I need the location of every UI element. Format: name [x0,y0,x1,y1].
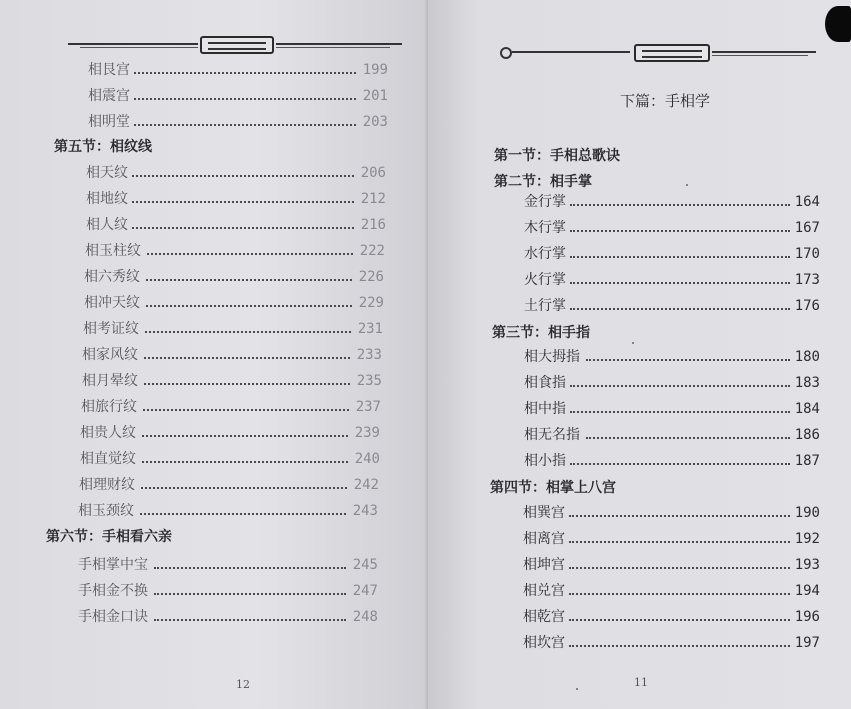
toc-entry-label: 相大拇指 [524,349,580,365]
toc-entry[interactable] [524,244,820,264]
toc-entry-page: 243 [352,503,378,519]
header-ornament-left [60,36,410,52]
toc-entry-label: 相人纹 [86,217,128,233]
toc-entry[interactable] [524,218,820,238]
toc-entry-label: 相旅行纹 [81,399,137,415]
toc-entry-page: 212 [360,191,386,207]
toc-entry[interactable] [86,189,386,209]
toc-entry-page: 180 [794,349,820,365]
toc-entry-label: 土行掌 [524,298,566,314]
toc-entry[interactable] [84,293,384,313]
toc-entry[interactable] [79,475,379,495]
toc-entry-page: 239 [354,425,380,441]
toc-entry[interactable] [524,347,820,367]
toc-entry[interactable] [523,607,820,627]
section-heading-5[interactable]: 第五节：相纹线 [54,139,152,155]
toc-entry-page: 194 [794,583,820,599]
toc-entry[interactable] [86,163,386,183]
toc-entry[interactable] [81,397,381,417]
toc-entry[interactable] [84,267,384,287]
toc-entry[interactable] [524,296,820,316]
toc-entry-label: 相乾宫 [523,609,565,625]
toc-entry-page: 183 [794,375,820,391]
toc-entry-page: 176 [794,298,820,314]
toc-entry-label: 相离宫 [523,531,565,547]
toc-entry-label: 相无名指 [524,427,580,443]
toc-entry-label: 相直觉纹 [80,451,136,467]
toc-entry-page: 193 [794,557,820,573]
toc-entry[interactable] [524,399,820,419]
toc-entry-page: 216 [360,217,386,233]
toc-entry-label: 相食指 [524,375,566,391]
toc-entry-page: 173 [794,272,820,288]
toc-entry[interactable] [523,529,820,549]
toc-entry[interactable] [524,192,820,212]
toc-entry[interactable] [82,371,382,391]
toc-entry-page: 206 [360,165,386,181]
toc-entry-label: 相家风纹 [82,347,138,363]
section-heading-4[interactable]: 第四节：相掌上八宫 [490,480,616,496]
toc-entry[interactable] [523,581,820,601]
part-title: 下篇：手相学 [620,92,711,110]
toc-entry[interactable] [524,373,820,393]
toc-entry-label: 相月晕纹 [82,373,138,389]
toc-entry-label: 火行掌 [524,272,566,288]
toc-entry[interactable] [85,241,385,261]
section-heading-6[interactable]: 第六节：手相看六亲 [46,529,172,545]
toc-entry-page: 199 [362,62,388,78]
toc-entry[interactable] [80,449,380,469]
toc-entry-label: 木行掌 [524,220,566,236]
toc-entry-page: 237 [355,399,381,415]
toc-entry-label: 相巽宫 [523,505,565,521]
toc-entry-label: 手相金不换 [78,583,148,599]
toc-entry-label: 相玉颈纹 [78,503,134,519]
toc-entry-page: 201 [362,88,388,104]
ink-blot [825,6,851,42]
toc-entry-page: 226 [358,269,384,285]
toc-entry-page: 164 [794,194,820,210]
toc-entry-page: 229 [358,295,384,311]
toc-entry-label: 相理财纹 [79,477,135,493]
toc-entry-page: 196 [794,609,820,625]
toc-entry-page: 184 [794,401,820,417]
toc-entry-label: 相冲天纹 [84,295,140,311]
toc-entry-page: 245 [352,557,378,573]
toc-entry[interactable] [523,555,820,575]
dust-speck [576,688,578,690]
dust-speck [632,342,634,344]
toc-entry[interactable] [78,607,378,627]
toc-entry-page: 190 [794,505,820,521]
toc-entry[interactable] [524,451,820,471]
toc-entry[interactable] [523,633,820,653]
toc-entry-label: 相玉柱纹 [85,243,141,259]
toc-entry-label: 相地纹 [86,191,128,207]
page-number-right: 11 [634,676,648,689]
toc-entry-page: 170 [794,246,820,262]
toc-entry-page: 197 [794,635,820,651]
toc-entry-page: 231 [357,321,383,337]
page-number-left: 12 [236,678,250,691]
header-ornament-right [498,44,820,60]
toc-entry[interactable] [88,60,388,80]
section-heading-3[interactable]: 第三节：相手指 [492,325,590,341]
toc-entry-page: 222 [359,243,385,259]
toc-entry[interactable] [523,503,820,523]
toc-entry-page: 235 [356,373,382,389]
toc-entry-label: 相坤宫 [523,557,565,573]
toc-entry-label: 相震宫 [88,88,130,104]
toc-entry-label: 手相掌中宝 [78,557,148,573]
toc-entry-label: 水行掌 [524,246,566,262]
toc-entry[interactable] [78,501,378,521]
toc-entry[interactable] [88,112,388,132]
toc-entry-label: 相明堂 [88,114,130,130]
toc-entry-label: 相坎宫 [523,635,565,651]
toc-entry[interactable] [83,319,383,339]
toc-entry-label: 金行掌 [524,194,566,210]
toc-entry-page: 248 [352,609,378,625]
toc-entry-label: 相天纹 [86,165,128,181]
toc-entry-page: 167 [794,220,820,236]
toc-entry[interactable] [78,581,378,601]
dust-speck [686,184,688,186]
toc-entry[interactable] [78,555,378,575]
toc-entry[interactable] [82,345,382,365]
toc-entry[interactable] [524,425,820,445]
toc-entry-label: 相贵人纹 [80,425,136,441]
toc-entry-page: 186 [794,427,820,443]
toc-entry-page: 192 [794,531,820,547]
toc-entry-label: 手相金口诀 [78,609,148,625]
toc-entry-page: 247 [352,583,378,599]
toc-entry[interactable] [86,215,386,235]
toc-entry[interactable] [80,423,380,443]
toc-entry-label: 相考证纹 [83,321,139,337]
toc-entry-label: 相小指 [524,453,566,469]
section-heading-2[interactable]: 第二节：相手掌 [494,174,592,190]
toc-entry-label: 相兑宫 [523,583,565,599]
toc-entry-page: 240 [354,451,380,467]
toc-entry-page: 233 [356,347,382,363]
toc-entry-label: 相中指 [524,401,566,417]
toc-entry-page: 203 [362,114,388,130]
toc-entry[interactable] [524,270,820,290]
toc-entry[interactable] [88,86,388,106]
section-heading-1[interactable]: 第一节：手相总歌诀 [494,148,620,164]
toc-entry-page: 242 [353,477,379,493]
toc-entry-label: 相艮宫 [88,62,130,78]
right-page [428,0,851,709]
toc-entry-label: 相六秀纹 [84,269,140,285]
toc-entry-page: 187 [794,453,820,469]
